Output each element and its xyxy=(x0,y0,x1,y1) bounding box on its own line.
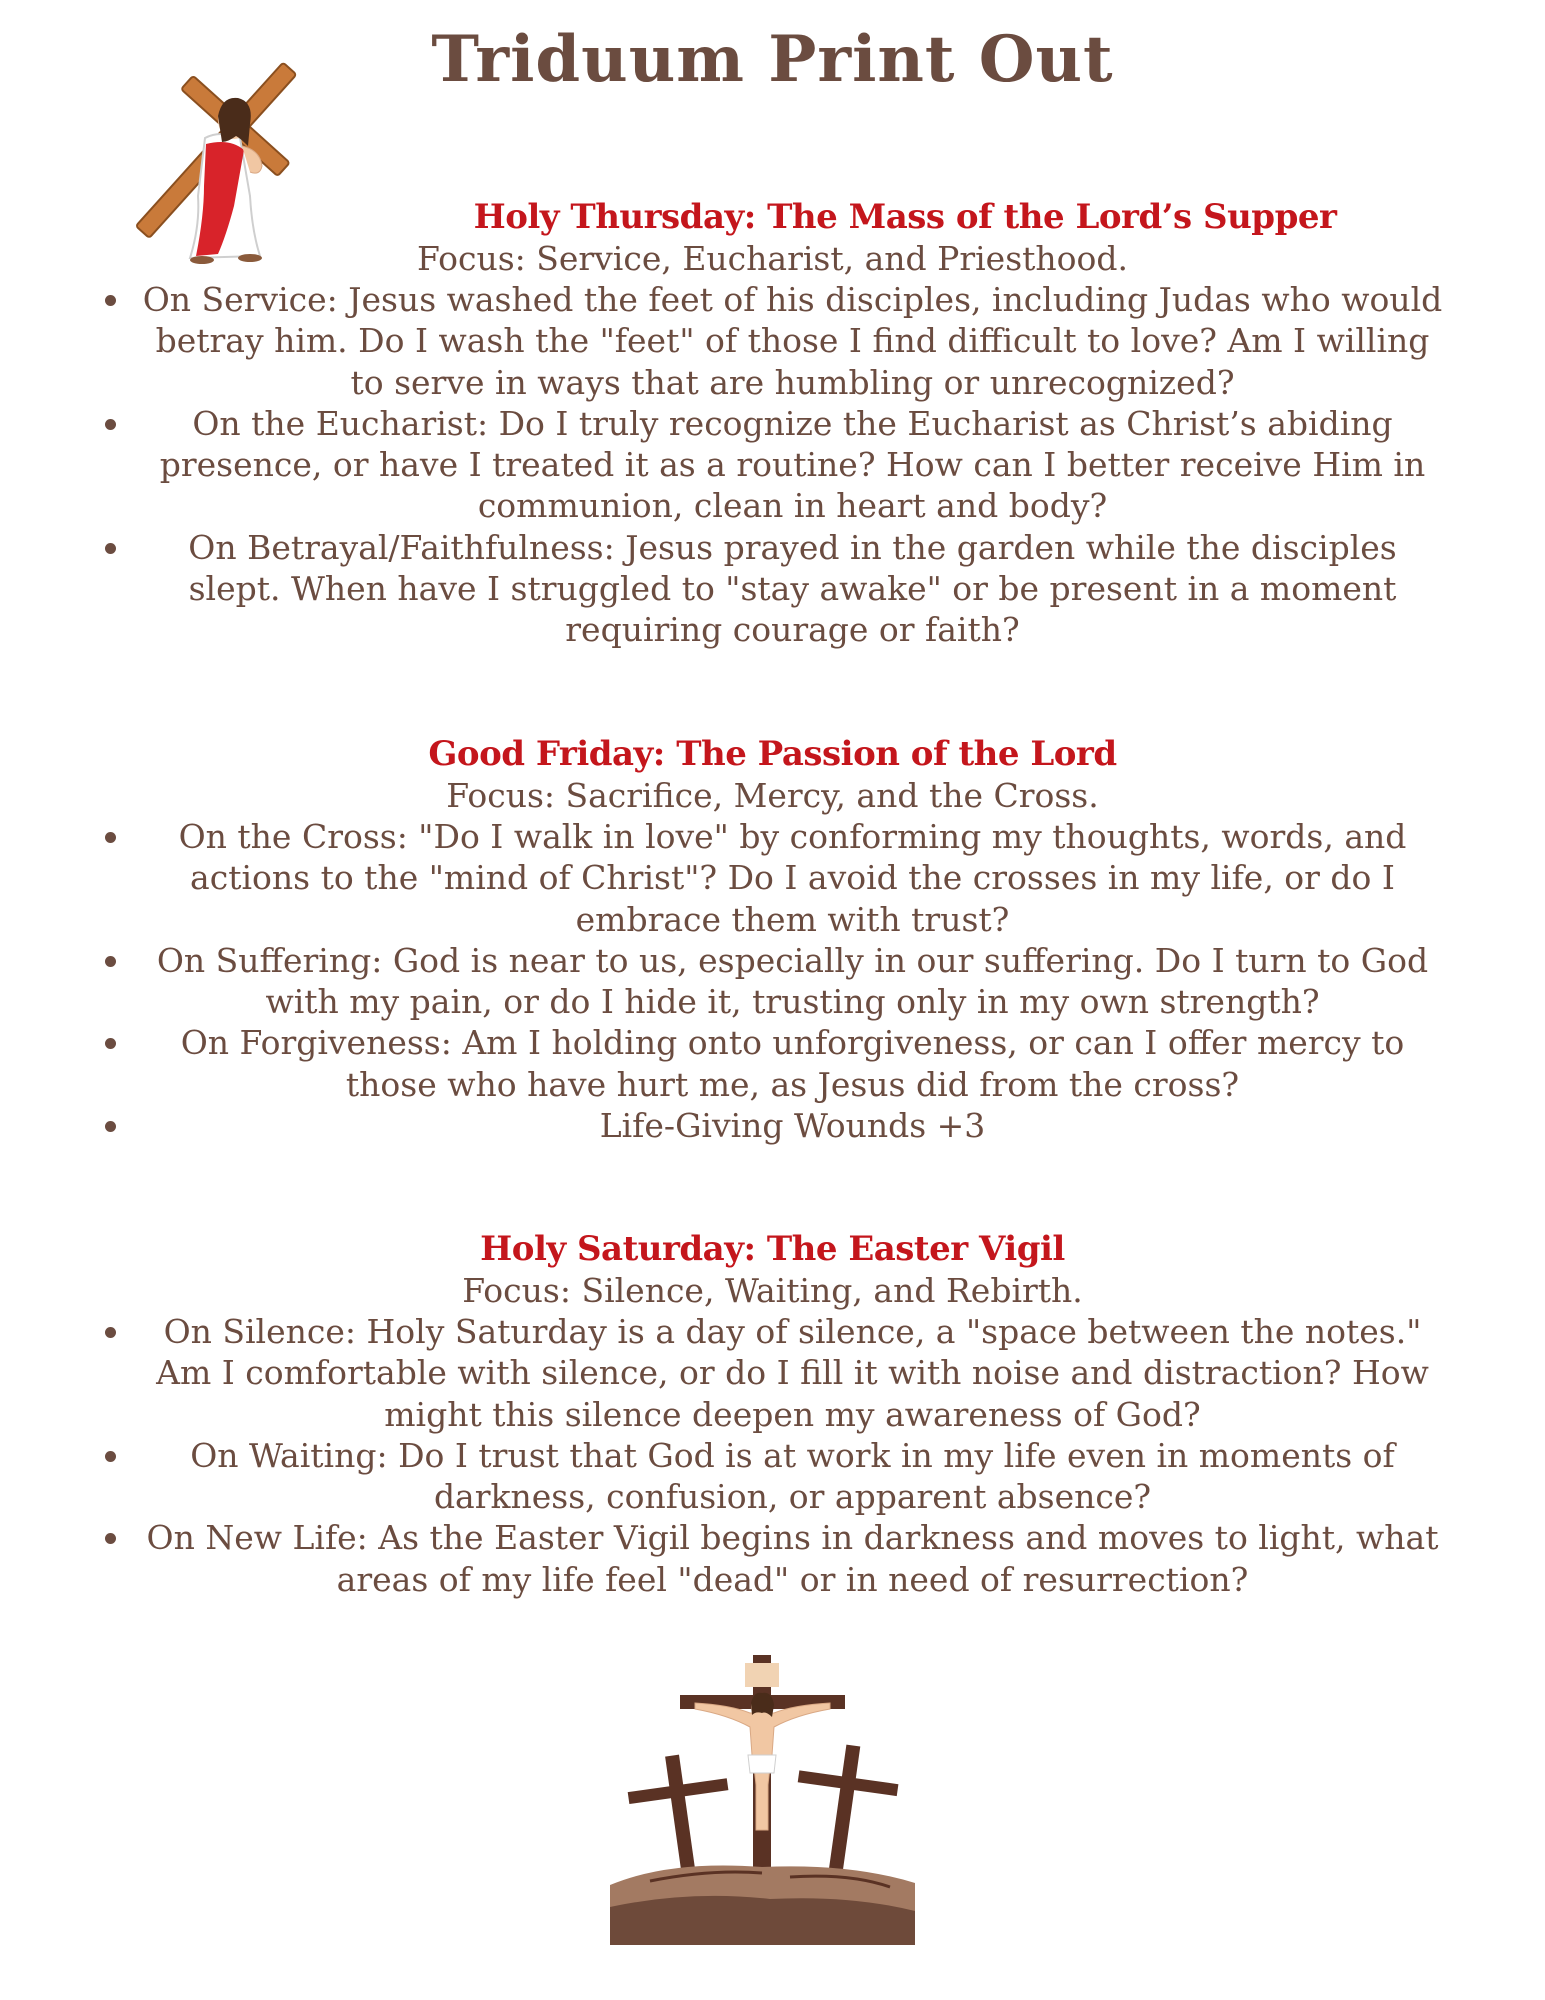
list-item xyxy=(0,1022,1545,1105)
list-item-text: On Silence: Holy Saturday is a day of silence, a "space between the notes." Am I comfortable with silence, or do I fill it with noise and distraction? How might this silence deepen my awareness of God? xyxy=(156,1312,1429,1434)
calvary-three-crosses-icon xyxy=(610,1655,915,1945)
holy-thursday-section xyxy=(0,196,1545,651)
list-item-text: On Forgiveness: Am I holding onto unforgiveness, or can I offer mercy to those who have hurt me, as Jesus did from the cross? xyxy=(180,1023,1405,1104)
bullet-icon xyxy=(105,956,116,967)
list-item xyxy=(0,816,1545,940)
list-item xyxy=(0,279,1545,403)
section-heading: Holy Thursday: The Mass of the Lord’s Supper xyxy=(473,197,1337,237)
list-item-text: On Waiting: Do I trust that God is at work in my life even in moments of darkness, confusion, or apparent absence? xyxy=(190,1435,1395,1517)
holy-saturday-section xyxy=(0,1228,1545,1600)
list-item-text: On Betrayal/Faithfulness: Jesus prayed in the garden while the disciples slept. When have I struggled to "stay awake" or be present in a moment requiring courage or faith? xyxy=(188,527,1397,650)
bullet-icon xyxy=(105,1038,116,1049)
list-item xyxy=(0,527,1545,651)
reflection-list xyxy=(0,816,1545,1146)
bullet-icon xyxy=(105,1327,116,1338)
list-item xyxy=(0,1105,1545,1146)
reflection-list xyxy=(0,279,1545,651)
section-heading: Good Friday: The Passion of the Lord xyxy=(428,734,1117,774)
list-item-text: Life-Giving Wounds +3 xyxy=(599,1106,986,1146)
list-item xyxy=(0,1311,1545,1435)
bullet-icon xyxy=(105,419,116,430)
bullet-icon xyxy=(105,295,116,306)
section-focus: Focus: Service, Eucharist, and Priesthood. xyxy=(417,239,1128,278)
list-item xyxy=(0,940,1545,1023)
section-focus: Focus: Silence, Waiting, and Rebirth. xyxy=(462,1271,1083,1310)
section-focus: Focus: Sacrifice, Mercy, and the Cross. xyxy=(446,776,1099,815)
list-item-text: On Suffering: God is near to us, especially in our suffering. Do I turn to God with my pain, or do I hide it, trusting only in my own strength? xyxy=(156,940,1429,1022)
good-friday-section xyxy=(0,733,1545,1146)
bullet-icon xyxy=(105,1451,116,1462)
list-item-text: On Service: Jesus washed the feet of his disciples, including Judas who would betray him. Do I wash the "feet" of those I find difficult to love? Am I willing to serve in ways that are humbling or unrecognized? xyxy=(142,280,1443,402)
bullet-icon xyxy=(105,543,116,554)
list-item xyxy=(0,403,1545,527)
list-item-text: On the Cross: "Do I walk in love" by conforming my thoughts, words, and actions to the "mind of Christ"? Do I avoid the crosses in my life, or do I embrace them with trust? xyxy=(178,817,1407,939)
page-title: Triduum Print Out xyxy=(431,22,1114,97)
bullet-icon xyxy=(105,1121,116,1132)
section-heading: Holy Saturday: The Easter Vigil xyxy=(480,1229,1065,1269)
bullet-icon xyxy=(105,832,116,843)
list-item xyxy=(0,1517,1545,1600)
list-item-text: On the Eucharist: Do I truly recognize the Eucharist as Christ’s abiding presence, or have I treated it as a routine? How can I better receive Him in communion, clean in heart and body? xyxy=(159,403,1426,526)
list-item xyxy=(0,1435,1545,1518)
reflection-list xyxy=(0,1311,1545,1600)
bullet-icon xyxy=(105,1533,116,1544)
list-item-text: On New Life: As the Easter Vigil begins in darkness and moves to light, what areas of my life feel "dead" or in need of resurrection? xyxy=(146,1518,1439,1599)
